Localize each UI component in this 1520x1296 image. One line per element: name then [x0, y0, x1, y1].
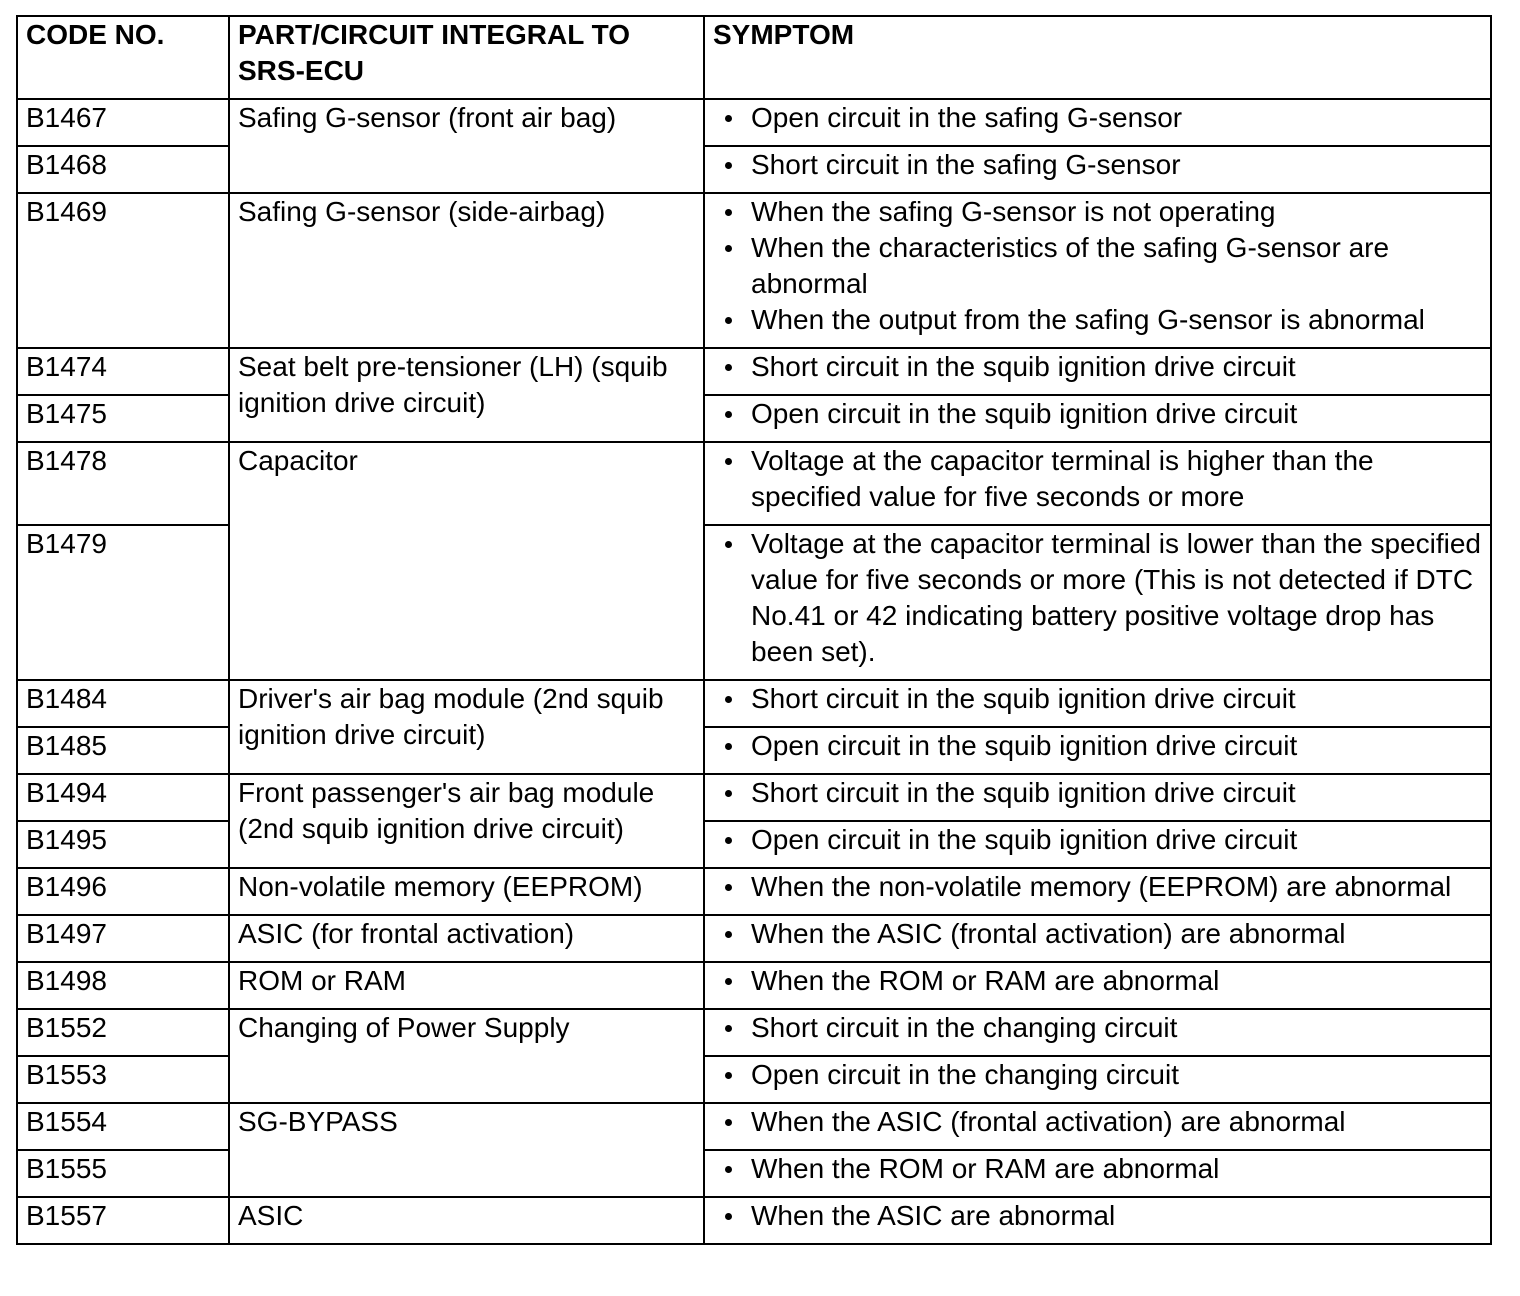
symptom-cell: [704, 1009, 1491, 1056]
table-row: [17, 1009, 1491, 1056]
symptom-item: When the characteristics of the safing G-sensor are abnormal: [713, 230, 1486, 302]
part-cell: Safing G-sensor (front air bag): [229, 99, 704, 193]
code-cell: B1474: [17, 348, 229, 395]
symptom-item: When the ASIC (frontal activation) are abnormal: [713, 916, 1486, 952]
table-row: [17, 442, 1491, 525]
symptom-cell: [704, 99, 1491, 146]
symptom-cell: [704, 1150, 1491, 1197]
symptom-cell: [704, 1197, 1491, 1244]
part-cell: Changing of Power Supply: [229, 1009, 704, 1103]
table-row: [17, 1103, 1491, 1150]
part-cell: ASIC (for frontal activation): [229, 915, 704, 962]
code-cell: B1484: [17, 680, 229, 727]
code-cell: B1554: [17, 1103, 229, 1150]
symptom-cell: [704, 1056, 1491, 1103]
part-cell: Safing G-sensor (side-airbag): [229, 193, 704, 348]
symptom-item: Short circuit in the safing G-sensor: [713, 147, 1486, 183]
code-cell: B1479: [17, 525, 229, 680]
symptom-cell: [704, 868, 1491, 915]
symptom-item: Open circuit in the squib ignition drive circuit: [713, 728, 1486, 764]
symptom-cell: [704, 525, 1491, 680]
symptom-item: Short circuit in the squib ignition drive circuit: [713, 349, 1486, 385]
symptom-item: Open circuit in the changing circuit: [713, 1057, 1486, 1093]
symptom-item: When the ASIC are abnormal: [713, 1198, 1486, 1234]
code-cell: B1553: [17, 1056, 229, 1103]
part-cell: Seat belt pre-tensioner (LH) (squib ignition drive circuit): [229, 348, 704, 442]
code-cell: B1497: [17, 915, 229, 962]
part-cell: Non-volatile memory (EEPROM): [229, 868, 704, 915]
symptom-item: When the ROM or RAM are abnormal: [713, 1151, 1486, 1187]
symptom-cell: [704, 821, 1491, 868]
part-cell: Front passenger's air bag module (2nd squib ignition drive circuit): [229, 774, 704, 868]
table-row: [17, 680, 1491, 727]
dtc-table: [16, 15, 1492, 1245]
code-cell: B1496: [17, 868, 229, 915]
symptom-item: Open circuit in the squib ignition drive circuit: [713, 396, 1486, 432]
table-row: [17, 868, 1491, 915]
table-row: [17, 348, 1491, 395]
table-row: [17, 193, 1491, 348]
code-cell: B1557: [17, 1197, 229, 1244]
part-cell: Driver's air bag module (2nd squib ignition drive circuit): [229, 680, 704, 774]
table-row: [17, 1197, 1491, 1244]
symptom-cell: [704, 962, 1491, 1009]
code-cell: B1498: [17, 962, 229, 1009]
table-row: [17, 774, 1491, 821]
code-cell: B1485: [17, 727, 229, 774]
code-cell: B1469: [17, 193, 229, 348]
code-cell: B1478: [17, 442, 229, 525]
symptom-item: Open circuit in the safing G-sensor: [713, 100, 1486, 136]
code-cell: B1468: [17, 146, 229, 193]
part-cell: ASIC: [229, 1197, 704, 1244]
header-part: PART/CIRCUIT INTEGRAL TO SRS-ECU: [229, 16, 704, 99]
code-cell: B1495: [17, 821, 229, 868]
code-cell: B1555: [17, 1150, 229, 1197]
symptom-cell: [704, 915, 1491, 962]
table-row: [17, 962, 1491, 1009]
symptom-item: When the ASIC (frontal activation) are abnormal: [713, 1104, 1486, 1140]
table-row: [17, 915, 1491, 962]
symptom-item: Short circuit in the squib ignition drive circuit: [713, 775, 1486, 811]
symptom-item: Short circuit in the changing circuit: [713, 1010, 1486, 1046]
header-code: CODE NO.: [17, 16, 229, 99]
symptom-item: When the ROM or RAM are abnormal: [713, 963, 1486, 999]
symptom-cell: [704, 193, 1491, 348]
symptom-cell: [704, 146, 1491, 193]
symptom-item: Voltage at the capacitor terminal is higher than the specified value for five seconds or more: [713, 443, 1486, 515]
symptom-cell: [704, 774, 1491, 821]
symptom-cell: [704, 395, 1491, 442]
symptom-cell: [704, 442, 1491, 525]
part-cell: Capacitor: [229, 442, 704, 680]
part-cell: ROM or RAM: [229, 962, 704, 1009]
code-cell: B1467: [17, 99, 229, 146]
symptom-cell: [704, 727, 1491, 774]
code-cell: B1494: [17, 774, 229, 821]
part-cell: SG-BYPASS: [229, 1103, 704, 1197]
table-row: [17, 99, 1491, 146]
symptom-item: Short circuit in the squib ignition drive circuit: [713, 681, 1486, 717]
symptom-cell: [704, 1103, 1491, 1150]
code-cell: B1475: [17, 395, 229, 442]
symptom-item: When the safing G-sensor is not operating: [713, 194, 1486, 230]
symptom-item: Open circuit in the squib ignition drive circuit: [713, 822, 1486, 858]
symptom-cell: [704, 348, 1491, 395]
symptom-item: Voltage at the capacitor terminal is lower than the specified value for five seconds or more (This is not detected if DTC No.41 or 42 indicating battery positive voltage drop has been set).: [713, 526, 1486, 670]
symptom-item: When the non-volatile memory (EEPROM) are abnormal: [713, 869, 1486, 905]
header-symptom: SYMPTOM: [704, 16, 1491, 99]
symptom-cell: [704, 680, 1491, 727]
symptom-item: When the output from the safing G-sensor is abnormal: [713, 302, 1486, 338]
header-row: [17, 16, 1491, 99]
code-cell: B1552: [17, 1009, 229, 1056]
